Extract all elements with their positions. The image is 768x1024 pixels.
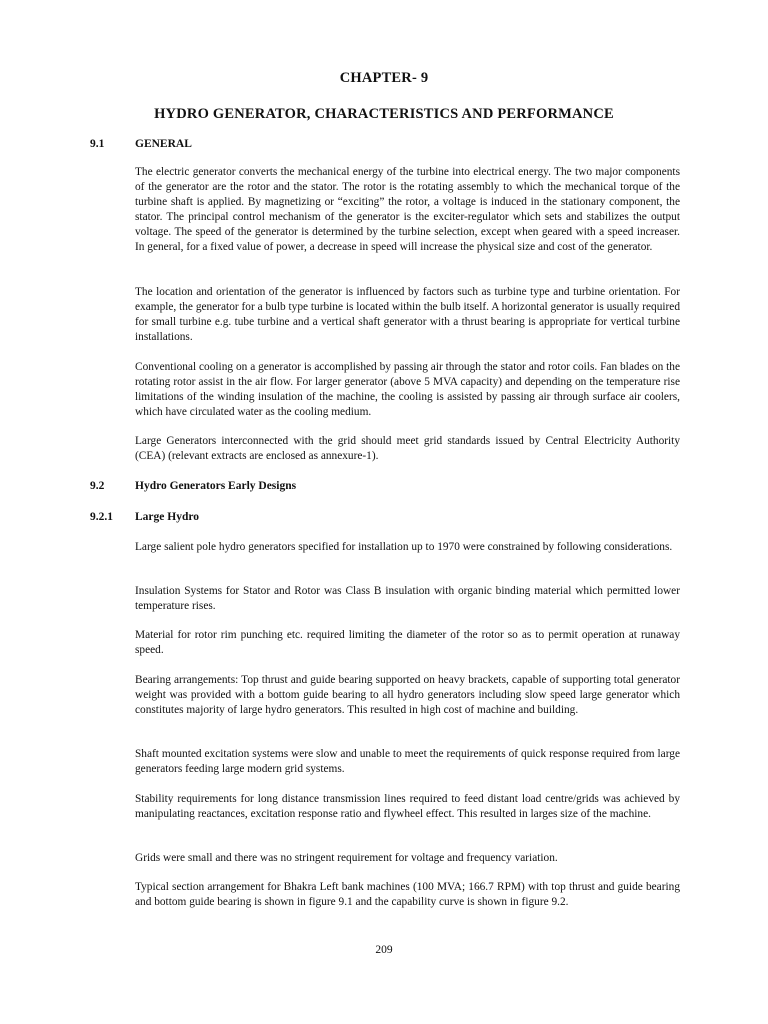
paragraph: Material for rotor rim punching etc. required limiting the diameter of the rotor so as to permit operation at runaway speed. xyxy=(135,629,680,656)
paragraph: Grids were small and there was no stringent requirement for voltage and frequency variation. xyxy=(135,852,558,864)
paragraph: The electric generator converts the mechanical energy of the turbine into electrical energy. The two major components of the generator are the rotor and the stator. The rotor is the rotating assembly to which the mechanical torque of the turbine shaft is applied. By magnetizing or “exciting” the rotor, a voltage is induced in the stationary component, the stator. The principal control mechanism of the generator is the exciter-regulator which sets and stabilizes the output voltage. The speed of the generator is determined by the turbine selection, except when geared with a speed increaser. In general, for a fixed value of power, a decrease in speed will increase the physical size and cost of the generator. xyxy=(135,166,680,253)
section-title: Hydro Generators Early Designs xyxy=(135,480,297,492)
paragraph: Large Generators interconnected with the grid should meet grid standards issued by Central Electricity Authority (CEA) (relevant extracts are enclosed as annexure-1). xyxy=(135,435,680,462)
paragraph: Stability requirements for long distance transmission lines required to feed distant load centre/grids was achieved by manipulating reactances, excitation response ratio and flywheel effect. This resulted in larges size of the machine. xyxy=(135,793,680,820)
page-title: HYDRO GENERATOR, CHARACTERISTICS AND PERFORMANCE xyxy=(154,106,614,122)
paragraph: Large salient pole hydro generators specified for installation up to 1970 were constrained by following considerations. xyxy=(135,541,673,553)
section-number: 9.2.1 xyxy=(90,511,113,523)
paragraph: Bearing arrangements: Top thrust and guide bearing supported on heavy brackets, capable of supporting total generator weight was provided with a bottom guide bearing to all hydro generators including slow speed large generator which constitutes majority of large hydro generators. This resulted in high cost of machine and building. xyxy=(135,674,680,716)
paragraph: Insulation Systems for Stator and Rotor was Class B insulation with organic binding material which permitted lower temperature rises. xyxy=(135,585,680,612)
paragraph: The location and orientation of the generator is influenced by factors such as turbine type and turbine orientation. For example, the generator for a bulb type turbine is located within the bulb itself. A horizontal generator is usually required for small turbine e.g. tube turbine and a vertical shaft generator with a thrust bearing is appropriate for vertical turbine installations. xyxy=(135,286,680,343)
section-title: Large Hydro xyxy=(135,511,199,523)
paragraph: Conventional cooling on a generator is accomplished by passing air through the stator and rotor coils. Fan blades on the rotating rotor assist in the air flow. For larger generator (above 5 MVA capacity) and depending on the temperature rise limitations of the winding insulation of the machine, the cooling is assisted by passing air through surface air coolers, which have circulated water as the cooling medium. xyxy=(135,361,680,418)
section-title: GENERAL xyxy=(135,138,192,150)
chapter-heading: CHAPTER- 9 xyxy=(339,70,429,86)
section-number: 9.1 xyxy=(90,138,105,150)
paragraph: Shaft mounted excitation systems were slow and unable to meet the requirements of quick response required from large generators feeding large modern grid systems. xyxy=(135,748,680,775)
section-number: 9.2 xyxy=(90,480,105,492)
paragraph: Typical section arrangement for Bhakra Left bank machines (100 MVA; 166.7 RPM) with top thrust and guide bearing and bottom guide bearing is shown in figure 9.1 and the capability curve is shown in figure 9.2. xyxy=(135,881,680,908)
page-number: 209 xyxy=(375,944,393,956)
